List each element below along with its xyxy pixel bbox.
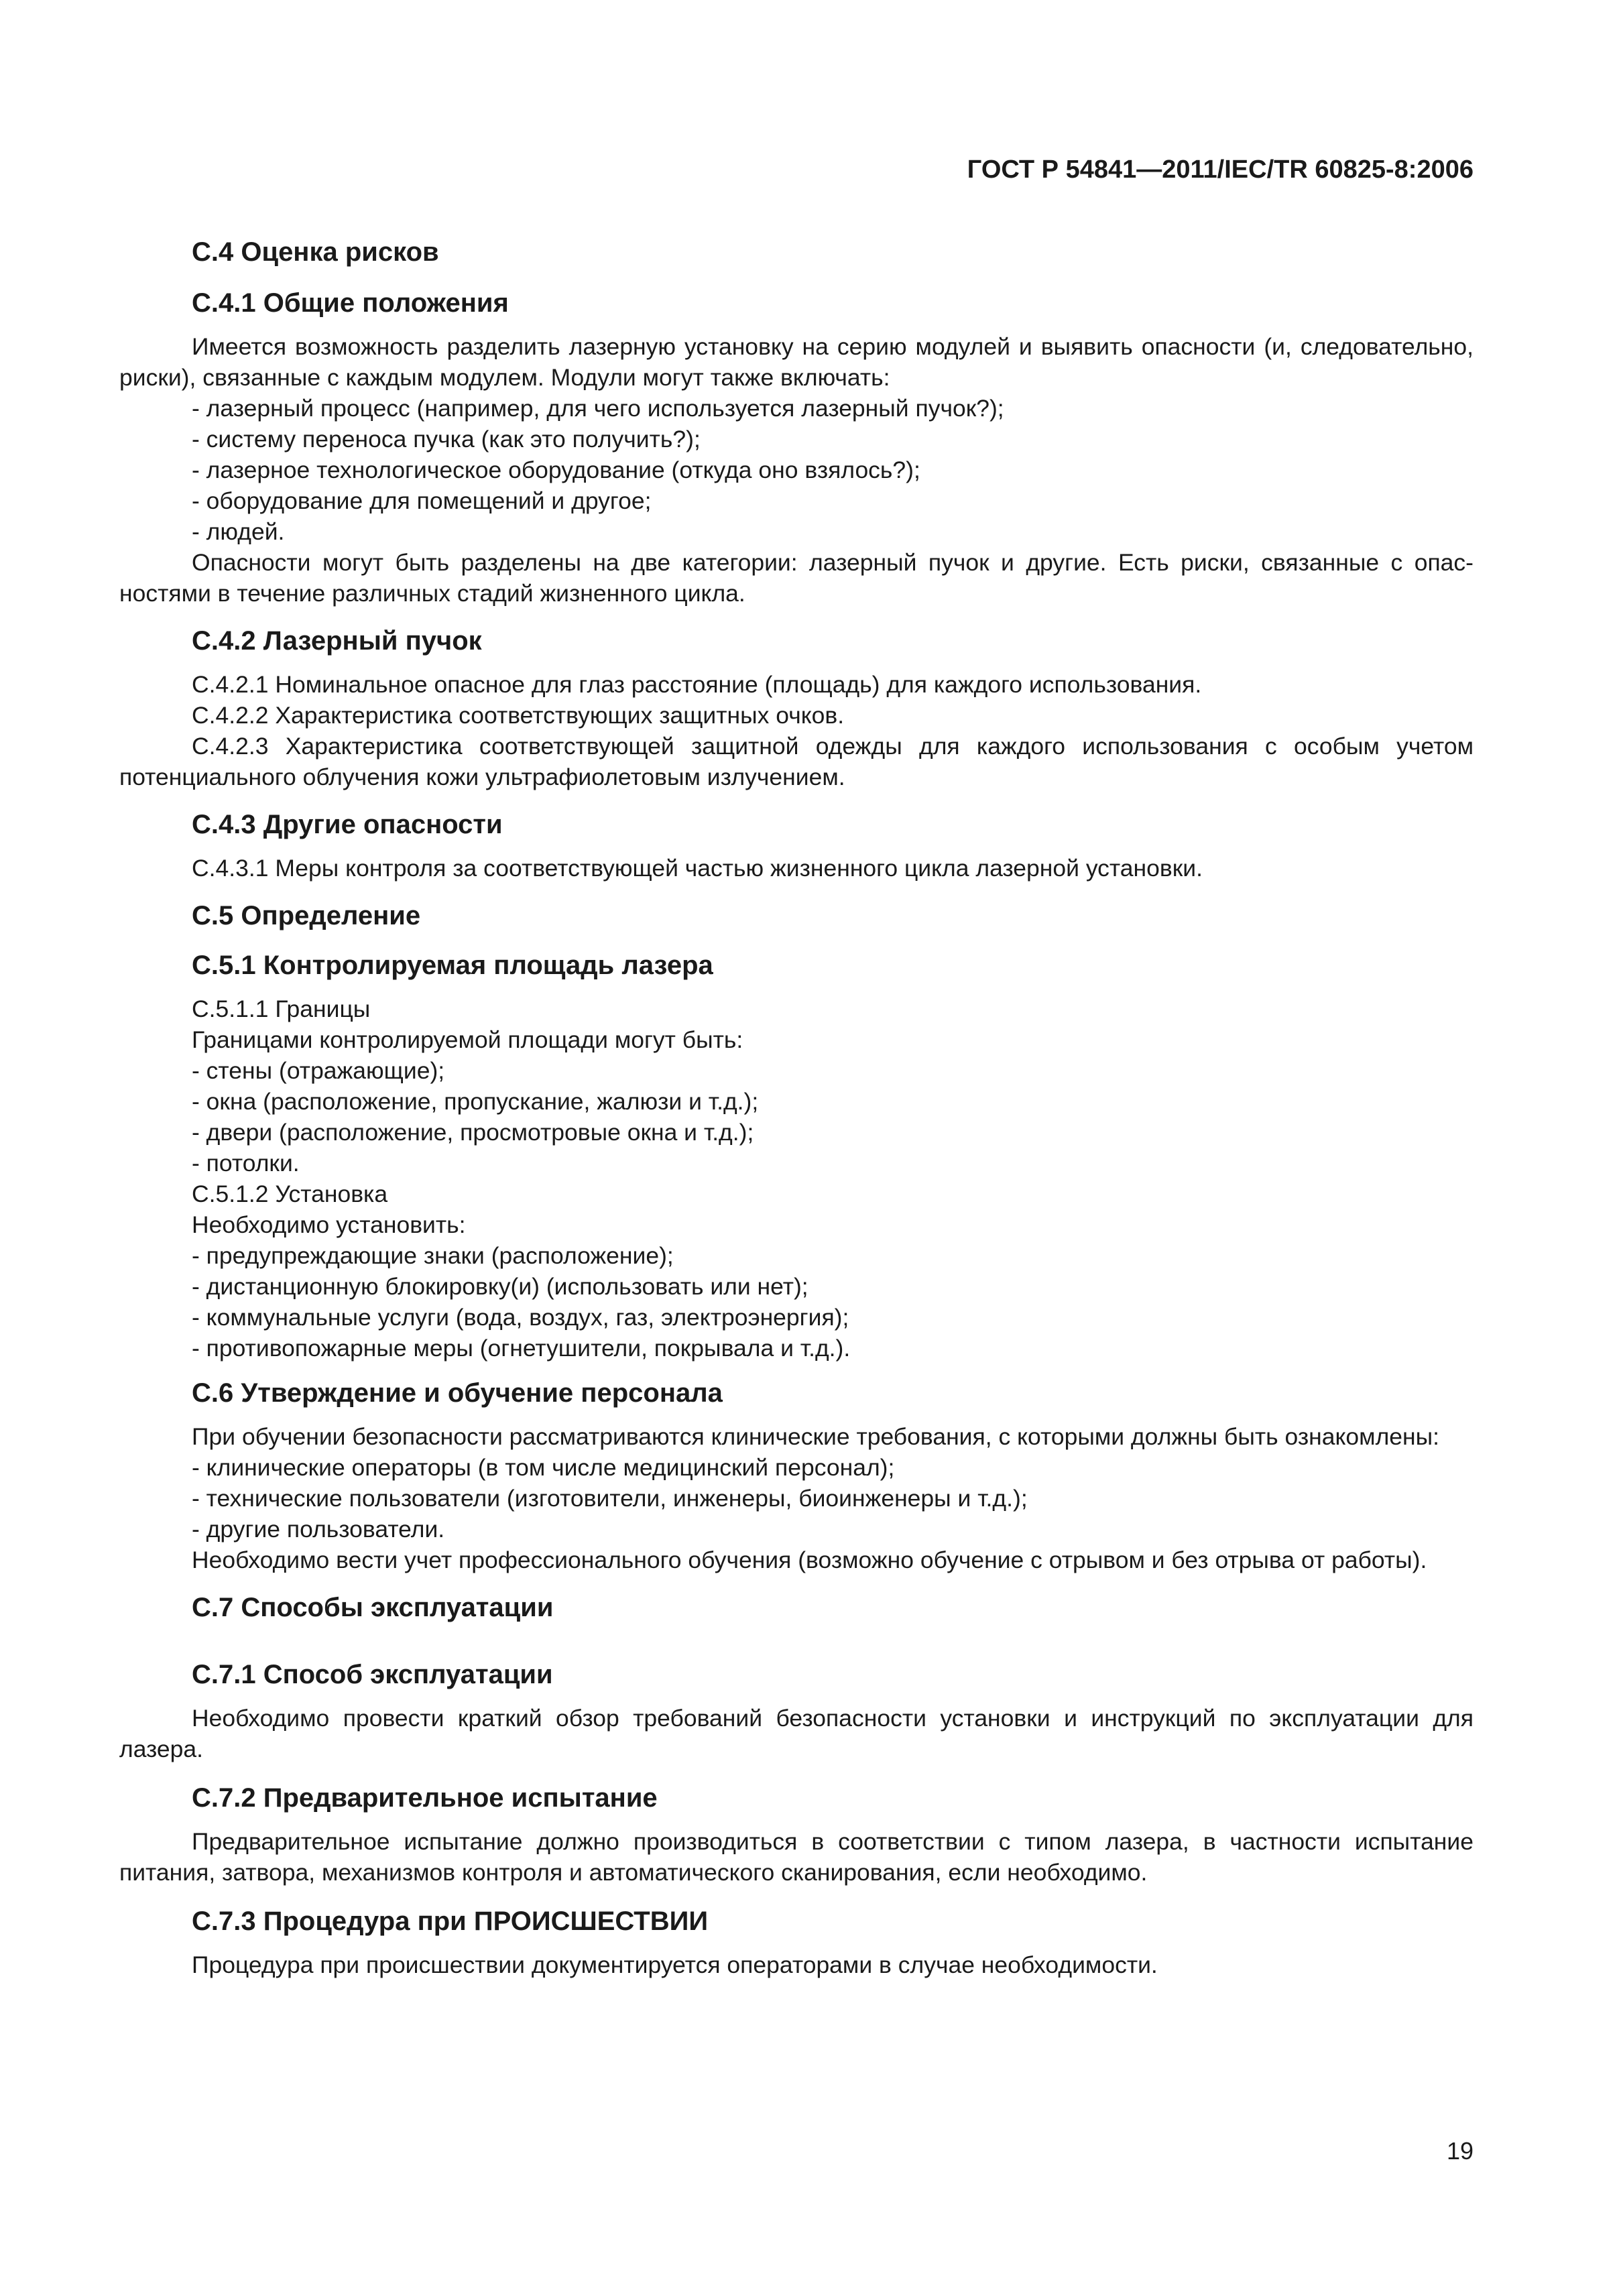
subsection-title-c512: С.5.1.2 Установка — [192, 1181, 388, 1207]
list-item: - лазерное технологическое оборудование (откуда оно взялось?); — [192, 457, 920, 483]
paragraph-c41-outro: Опасности могут быть разделены на две категории: лазерный пучок и другие. Есть риски, связанные с опасностями в течение различных стадий жизненного цикла. — [119, 549, 1474, 607]
paragraph-c73: Процедура при происшествии документируется операторами в случае необходимости. — [192, 1951, 1158, 1978]
list-item: - оборудование для помещений и другое; — [192, 487, 652, 514]
list-item: - дистанционную блокировку(и) (использовать или нет); — [192, 1273, 808, 1300]
paragraph-c422: С.4.2.2 Характеристика соответствующих защитных очков. — [192, 702, 845, 729]
section-heading-c71: С.7.1 Способ эксплуатации — [192, 1660, 553, 1689]
list-item: - технические пользователи (изготовители, инженеры, биоинженеры и т.д.); — [192, 1485, 1028, 1512]
section-heading-c7: С.7 Способы эксплуатации — [192, 1593, 554, 1622]
section-heading-c73: С.7.3 Процедура при ПРОИСШЕСТВИИ — [192, 1907, 709, 1936]
section-heading-c6: С.6 Утверждение и обучение персонала — [192, 1378, 723, 1408]
paragraph-c41-intro: Имеется возможность разделить лазерную установку на серию модулей и выявить опасности (и, следовательно, риски), связанные с каждым модулем. Модули могут также включать: — [119, 333, 1474, 391]
list-item: - окна (расположение, пропускание, жалюзи и т.д.); — [192, 1088, 759, 1115]
list-item: - другие пользователи. — [192, 1516, 445, 1543]
list-item: - людей. — [192, 518, 285, 545]
document-code: ГОСТ Р 54841—2011/IEC/TR 60825-8:2006 — [967, 156, 1474, 184]
paragraph-c421: С.4.2.1 Номинальное опасное для глаз расстояние (площадь) для каждого использования. — [192, 671, 1202, 698]
page-number: 19 — [1446, 2137, 1474, 2165]
section-heading-c51: С.5.1 Контролируемая площадь лазера — [192, 951, 713, 980]
list-item: - потолки. — [192, 1150, 300, 1176]
list-item: - лазерный процесс (например, для чего используется лазерный пучок?); — [192, 395, 1004, 422]
paragraph-c511-intro: Границами контролируемой площади могут быть: — [192, 1026, 743, 1053]
paragraph-c512-intro: Необходимо установить: — [192, 1211, 466, 1238]
page-content — [119, 236, 1474, 1980]
paragraph-c423: С.4.2.3 Характеристика соответствующей защитной одежды для каждого использования с особым учетом потенциального облучения кожи ультрафиолетовым излучением. — [119, 733, 1474, 790]
paragraph-c71: Необходимо провести краткий обзор требований безопасности установки и инструкций по эксплуатации для лазера. — [119, 1705, 1474, 1762]
section-heading-c5: С.5 Определение — [192, 901, 421, 930]
list-item: - систему переноса пучка (как это получить?); — [192, 426, 701, 452]
subsection-title-c511: С.5.1.1 Границы — [192, 995, 371, 1022]
list-item: - двери (расположение, просмотровые окна и т.д.); — [192, 1119, 754, 1146]
paragraph-c431: С.4.3.1 Меры контроля за соответствующей частью жизненного цикла лазерной установки. — [192, 855, 1203, 882]
section-heading-c41: С.4.1 Общие положения — [192, 288, 509, 318]
list-item: - противопожарные меры (огнетушители, покрывала и т.д.). — [192, 1335, 851, 1362]
section-heading-c43: С.4.3 Другие опасности — [192, 810, 503, 839]
list-item: - коммунальные услуги (вода, воздух, газ, электроэнергия); — [192, 1304, 849, 1331]
list-item: - предупреждающие знаки (расположение); — [192, 1242, 674, 1269]
section-heading-c72: С.7.2 Предварительное испытание — [192, 1783, 658, 1813]
paragraph-c6-outro: Необходимо вести учет профессионального обучения (возможно обучение с отрывом и без отрыва от работы). — [192, 1547, 1427, 1573]
section-heading-c4: С.4 Оценка рисков — [192, 237, 439, 267]
section-heading-c42: С.4.2 Лазерный пучок — [192, 626, 482, 656]
paragraph-c72: Предварительное испытание должно производиться в соответствии с типом лазера, в частности испытание питания, затвора, механизмов контроля и автоматического сканирования, если необходимо. — [119, 1828, 1474, 1886]
paragraph-c6-intro: При обучении безопасности рассматриваются клинические требования, с которыми должны быть ознакомлены: — [192, 1423, 1440, 1450]
list-item: - стены (отражающие); — [192, 1057, 445, 1084]
list-item: - клинические операторы (в том числе медицинский персонал); — [192, 1454, 895, 1481]
